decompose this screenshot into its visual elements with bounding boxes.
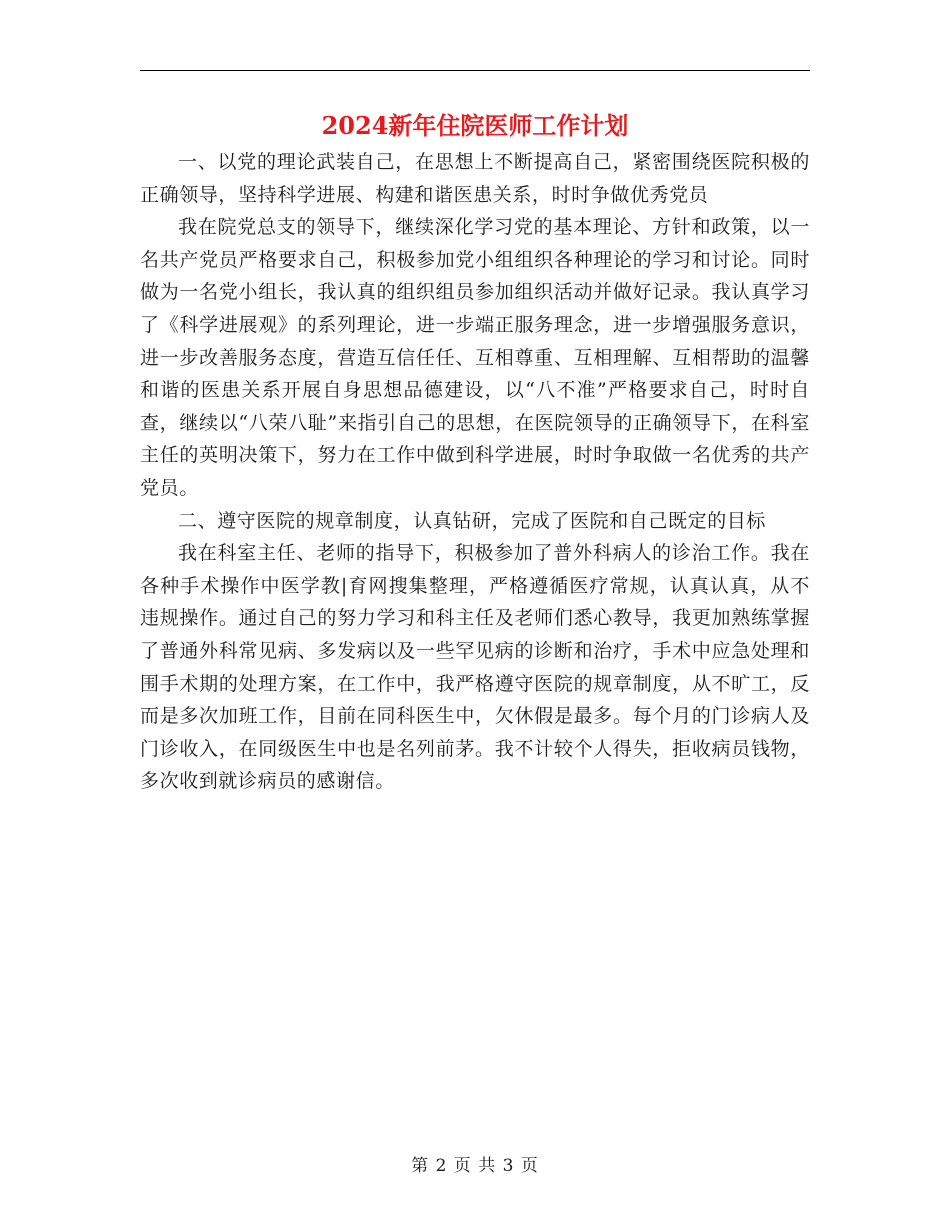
section-heading-1: 一、以党的理论武装自己，在思想上不断提高自己，紧密围绕医院积极的正确领导，坚持科学进展、构建和谐医患关系，时时争做优秀党员 bbox=[140, 151, 810, 206]
body-paragraph-1: 我在院党总支的领导下，继续深化学习党的基本理论、方针和政策，以一名共产党员严格要求自己，积极参加党小组组织各种理论的学习和讨论。同时做为一名党小组长，我认真的组织组员参加组织活动并做好记录。我认真学习了《科学进展观》的系列理论，进一步端正服务理念，进一步增强服务意识，进一步改善服务态度，营造互信任任、互相尊重、互相理解、互相帮助的温馨和谐的医患关系开展自身思想品德建设，以“八不准”严格要求自己，时时自查，继续以“八荣八耻”来指引自己的思想，在医院领导的正确领导下，在科室主任的英明决策下，努力在工作中做到科学进展，时时争取做一名优秀的共产党员。 bbox=[140, 216, 810, 499]
page-number-footer: 第 2 页 共 3 页 bbox=[411, 1156, 539, 1176]
document-body bbox=[140, 146, 810, 798]
body-paragraph-2: 我在科室主任、老师的指导下，积极参加了普外科病人的诊治工作。我在各种手术操作中医学教|育网搜集整理，严格遵循医疗常规，认真认真，从不违规操作。通过自己的努力学习和科主任及老师们悉心教导，我更加熟练掌握了普通外科常见病、多发病以及一些罕见病的诊断和治疗，手术中应急处理和围手术期的处理方案，在工作中，我严格遵守医院的规章制度，从不旷工，反而是多次加班工作，目前在同科医生中，欠休假是最多。每个月的门诊病人及门诊收入，在同级医生中也是名列前茅。我不计较个人得失，拒收病员钱物，多次收到就诊病员的感谢信。 bbox=[140, 542, 810, 793]
header-rule bbox=[140, 70, 810, 71]
section-heading-2: 二、遵守医院的规章制度，认真钻研，完成了医院和自己既定的目标 bbox=[178, 509, 767, 532]
document-title: 2024新年住院医师工作计划 bbox=[321, 111, 629, 140]
